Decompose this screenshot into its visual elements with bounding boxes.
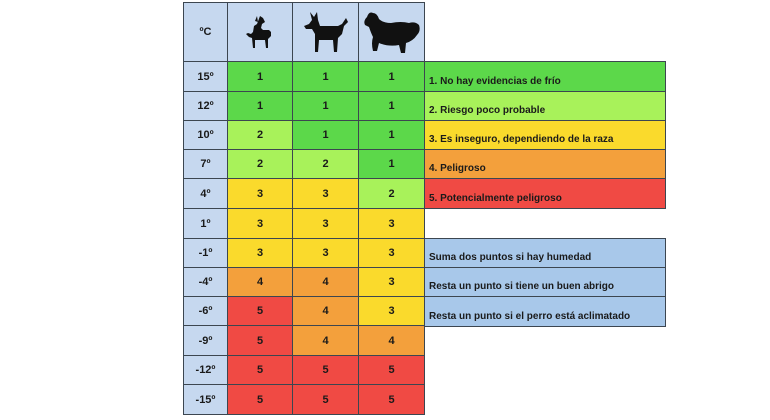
risk-cell-medium-dog <box>292 178 359 209</box>
note-acclimated-text: Resta un punto si el perro está aclimatado <box>429 311 631 322</box>
risk-value: 1 <box>322 129 329 141</box>
risk-value: 1 <box>388 100 395 112</box>
temperature-label: -6º <box>198 305 213 317</box>
risk-value: 4 <box>256 276 264 288</box>
risk-value: 4 <box>388 334 395 347</box>
risk-value: 1 <box>388 129 395 141</box>
legend-level-2 <box>424 91 666 121</box>
risk-cell-large-dog <box>358 355 425 385</box>
risk-value: 5 <box>388 393 395 406</box>
risk-value: 1 <box>322 70 329 83</box>
risk-cell-large-dog <box>358 296 425 326</box>
header-unit-cell <box>183 2 228 62</box>
risk-value: 4 <box>322 305 329 317</box>
risk-cell-large-dog <box>358 61 425 92</box>
risk-cell-small-dog <box>227 238 293 268</box>
risk-value: 5 <box>256 334 264 347</box>
risk-value: 3 <box>388 305 395 317</box>
risk-cell-small-dog <box>227 208 293 239</box>
risk-value: 4 <box>322 276 329 288</box>
medium-dog-icon <box>300 8 352 56</box>
legend-level-4-text: 4. Peligroso <box>429 163 486 174</box>
risk-cell-medium-dog <box>292 61 359 92</box>
risk-value: 3 <box>322 187 329 200</box>
temperature-label: -15º <box>195 393 216 406</box>
risk-value: 3 <box>256 217 264 230</box>
temperature-cell <box>183 238 228 268</box>
risk-value: 5 <box>256 393 264 406</box>
risk-cell-large-dog <box>358 208 425 239</box>
risk-value: 5 <box>322 393 329 406</box>
temperature-cell <box>183 384 228 415</box>
risk-value: 5 <box>256 364 264 376</box>
risk-value: 1 <box>256 70 264 83</box>
risk-cell-small-dog <box>227 149 293 179</box>
legend-level-3 <box>424 120 666 150</box>
header-medium-dog-cell <box>292 2 359 62</box>
legend-level-4 <box>424 149 666 179</box>
risk-cell-large-dog <box>358 178 425 209</box>
risk-value: 1 <box>256 100 264 112</box>
temperature-cell <box>183 296 228 326</box>
temperature-label: 7º <box>200 158 211 170</box>
note-humidity <box>424 238 666 268</box>
legend-level-5-text: 5. Potencialmente peligroso <box>429 193 562 204</box>
temperature-cell <box>183 325 228 356</box>
risk-cell-large-dog <box>358 325 425 356</box>
temperature-label: -1º <box>198 247 213 259</box>
note-humidity-text: Suma dos puntos si hay humedad <box>429 252 592 263</box>
header-small-dog-cell <box>227 2 293 62</box>
risk-cell-medium-dog <box>292 149 359 179</box>
risk-value: 3 <box>388 247 395 259</box>
risk-value: 3 <box>322 217 329 230</box>
risk-cell-medium-dog <box>292 120 359 150</box>
temperature-label: 15º <box>197 70 214 83</box>
risk-cell-medium-dog <box>292 384 359 415</box>
legend-level-1-text: 1. No hay evidencias de frío <box>429 76 561 87</box>
risk-cell-medium-dog <box>292 355 359 385</box>
temperature-cell <box>183 355 228 385</box>
temperature-cell <box>183 120 228 150</box>
temperature-label: 12º <box>197 100 214 112</box>
risk-cell-medium-dog <box>292 91 359 121</box>
risk-value: 5 <box>322 364 329 376</box>
large-dog-icon <box>361 7 423 57</box>
risk-value: 1 <box>388 70 395 83</box>
risk-cell-large-dog <box>358 120 425 150</box>
risk-cell-small-dog <box>227 120 293 150</box>
risk-value: 3 <box>388 276 395 288</box>
risk-value: 1 <box>322 100 329 112</box>
risk-value: 1 <box>388 158 395 170</box>
temperature-label: -12º <box>195 364 216 376</box>
legend-level-5 <box>424 178 666 209</box>
note-acclimated <box>424 296 666 327</box>
risk-value: 5 <box>388 364 395 376</box>
risk-cell-large-dog <box>358 384 425 415</box>
temperature-cell <box>183 91 228 121</box>
risk-cell-small-dog <box>227 325 293 356</box>
temperature-cell <box>183 267 228 297</box>
temperature-label: 4º <box>200 187 211 200</box>
risk-cell-small-dog <box>227 91 293 121</box>
risk-value: 5 <box>256 305 264 317</box>
legend-level-3-text: 3. Es inseguro, dependiendo de la raza <box>429 134 614 145</box>
header-large-dog-cell <box>358 2 425 62</box>
risk-cell-medium-dog <box>292 208 359 239</box>
temperature-label: -4º <box>198 276 213 288</box>
legend-level-1 <box>424 61 666 92</box>
risk-value: 3 <box>322 247 329 259</box>
risk-cell-large-dog <box>358 91 425 121</box>
risk-value: 3 <box>256 247 264 259</box>
risk-cell-small-dog <box>227 296 293 326</box>
temperature-cell <box>183 149 228 179</box>
risk-cell-medium-dog <box>292 267 359 297</box>
temperature-cell <box>183 208 228 239</box>
risk-cell-large-dog <box>358 149 425 179</box>
risk-cell-small-dog <box>227 384 293 415</box>
temperature-label: -9º <box>198 334 213 347</box>
risk-value: 2 <box>256 158 264 170</box>
temperature-cell <box>183 178 228 209</box>
risk-cell-medium-dog <box>292 325 359 356</box>
risk-cell-small-dog <box>227 355 293 385</box>
risk-value: 2 <box>388 187 395 200</box>
risk-cell-large-dog <box>358 267 425 297</box>
risk-cell-small-dog <box>227 61 293 92</box>
risk-value: 2 <box>322 158 329 170</box>
risk-cell-small-dog <box>227 267 293 297</box>
legend-level-2-text: 2. Riesgo poco probable <box>429 105 546 116</box>
risk-cell-medium-dog <box>292 238 359 268</box>
risk-cell-medium-dog <box>292 296 359 326</box>
temperature-label: 10º <box>197 129 214 141</box>
risk-value: 3 <box>256 187 264 200</box>
note-coat-text: Resta un punto si tiene un buen abrigo <box>429 281 615 292</box>
risk-cell-small-dog <box>227 178 293 209</box>
temperature-label: 1º <box>200 217 211 230</box>
risk-cell-large-dog <box>358 238 425 268</box>
risk-value: 2 <box>256 129 264 141</box>
temperature-cell <box>183 61 228 92</box>
small-dog-icon <box>238 12 282 52</box>
note-coat <box>424 267 666 297</box>
temperature-unit: ºC <box>199 26 212 38</box>
risk-value: 3 <box>388 217 395 230</box>
risk-value: 4 <box>322 334 329 347</box>
